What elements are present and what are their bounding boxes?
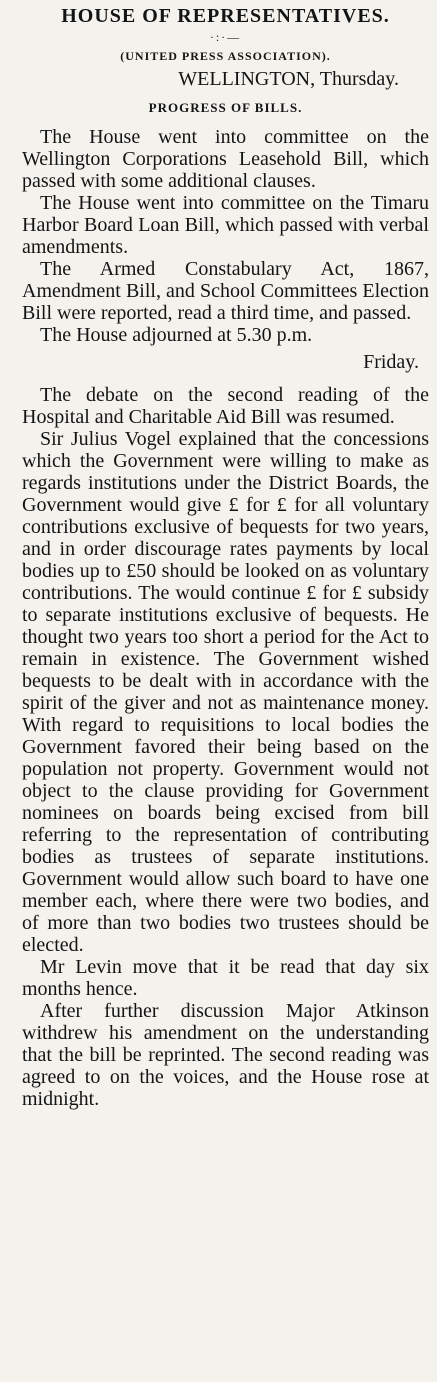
- paragraph: The Armed Constabulary Act, 1867, Amendment Bill, and School Committees Election Bill were reported, read a third time, and passed.: [22, 258, 429, 324]
- paragraph: After further discussion Major Atkinson withdrew his amendment on the understanding that the bill be reprinted. The second reading was agreed to on the voices, and the House rose at midnight.: [22, 1000, 429, 1110]
- section-subhead: PROGRESS OF BILLS.: [148, 100, 303, 115]
- dateline-city: WELLINGTON,: [178, 68, 316, 90]
- article-headline: HOUSE OF REPRESENTATIVES.: [61, 5, 390, 27]
- paragraph: The House went into committee on the Wellington Corporations Leasehold Bill, which passed with some additional clauses.: [22, 126, 429, 192]
- paragraph: Sir Julius Vogel explained that the concessions which the Government were willing to make as regards institutions under the District Boards, the Government would give £ for £ for all voluntary contributions exclusive of bequests for two years, and in order discourage rates payments by local bodies up to £50 should be looked on as voluntary contributions. The would continue £ for £ subsidy to separate institutions exclusive of bequests. He thought two years too short a period for the Act to remain in existence. The Government wished bequests to be dealt with in accordance with the spirit of the giver and not as maintenance money. With regard to requisitions to local bodies the Government favored their being based on the population not property. Government would not object to the clause providing for Government nominees on boards being excised from bill referring to the representation of contributing bodies as trustees of separate institutions. Government would allow such board to have one member each, where there were two bodies, and of more than two bodies two trustees should be elected.: [22, 428, 429, 956]
- agency-credit: (UNITED PRESS ASSOCIATION).: [120, 49, 331, 63]
- paragraph: The debate on the second reading of the Hospital and Charitable Aid Bill was resumed.: [22, 384, 429, 428]
- paragraph: The House adjourned at 5.30 p.m.: [40, 324, 313, 346]
- paragraph: The House went into committee on the Timaru Harbor Board Loan Bill, which passed with verbal amendments.: [22, 192, 429, 258]
- dateline-day: Thursday.: [319, 68, 399, 90]
- ornament-divider: ·:·—: [209, 30, 242, 44]
- paragraph: Mr Levin move that it be read that day six months hence.: [22, 956, 429, 1000]
- dateline: [22, 66, 429, 92]
- day-heading: Friday.: [363, 351, 419, 373]
